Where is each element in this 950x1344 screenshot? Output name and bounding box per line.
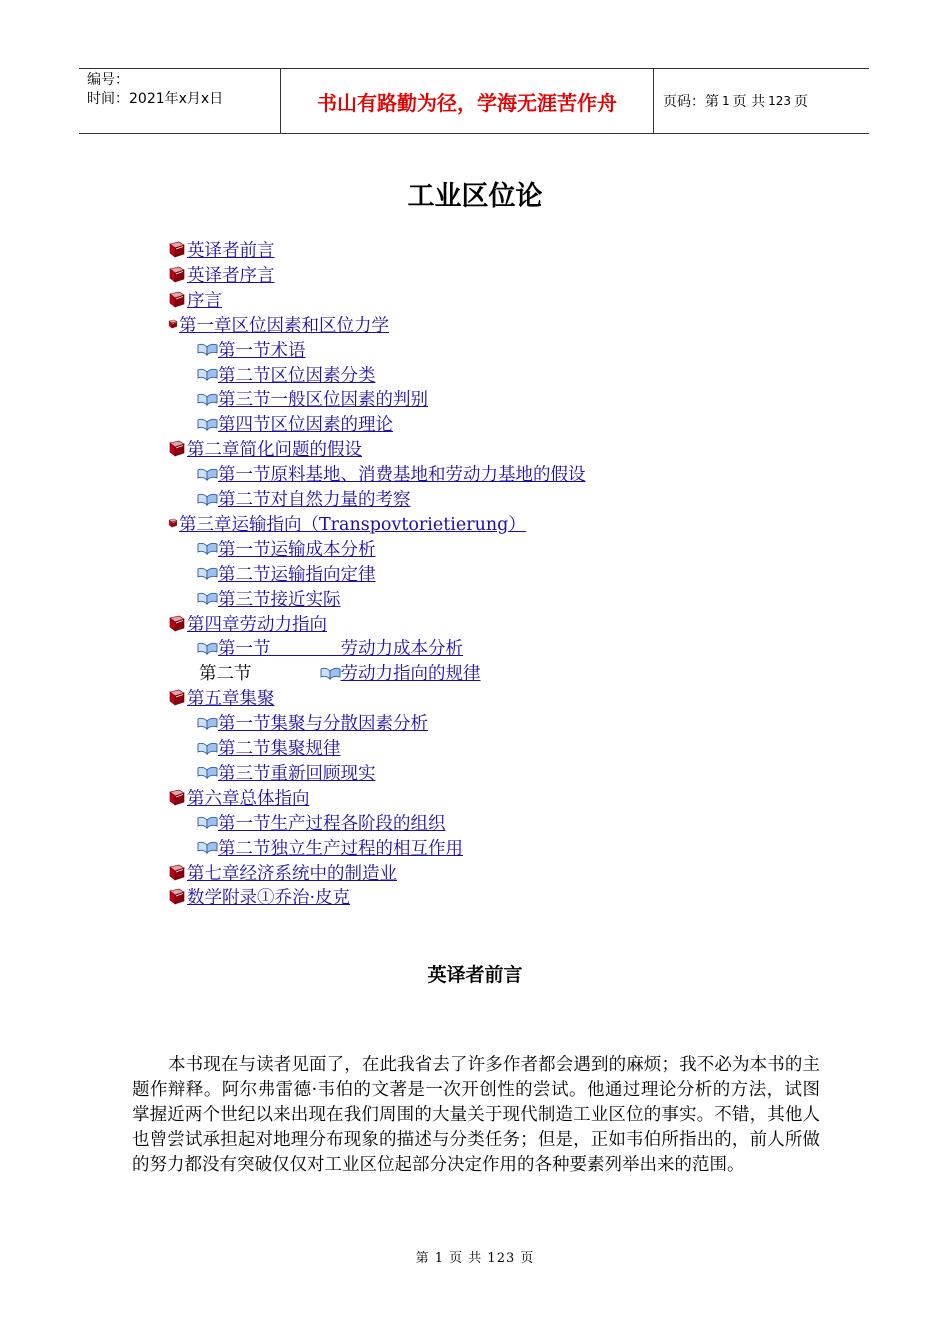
toc-link[interactable]: 第二节区位因素分类: [218, 365, 376, 386]
book-icon: [168, 615, 186, 632]
time-label: 时间：2021年x月x日: [87, 91, 224, 107]
toc-item[interactable]: [197, 635, 463, 660]
toc-item[interactable]: [168, 611, 327, 636]
header-meta: [79, 69, 281, 133]
page-header: [79, 68, 869, 134]
book-icon: [168, 689, 186, 706]
toc-item[interactable]: [168, 785, 310, 810]
toc-link[interactable]: 序言: [187, 290, 222, 311]
toc-item[interactable]: [168, 436, 362, 461]
book-icon: [168, 888, 186, 905]
open-book-icon: [197, 492, 218, 506]
toc-item[interactable]: [197, 411, 393, 436]
open-book-icon: [197, 467, 218, 481]
toc-item[interactable]: [197, 710, 428, 735]
toc-item[interactable]: [168, 685, 275, 710]
toc-link[interactable]: 第一节术语: [218, 340, 306, 361]
section-heading: 英译者前言: [427, 964, 523, 986]
toc-item[interactable]: [168, 884, 350, 909]
document-title: 工业区位论: [407, 181, 543, 212]
open-book-icon: [197, 367, 218, 381]
toc-link[interactable]: 第七章经济系统中的制造业: [187, 863, 397, 884]
page-mid: 页 共: [732, 94, 766, 110]
open-book-icon: [197, 417, 218, 431]
toc-prefix: 第二节: [199, 664, 252, 685]
small-book-icon: [168, 319, 178, 329]
toc-link[interactable]: 第一节运输成本分析: [218, 539, 376, 560]
toc-link[interactable]: 第一节集聚与分散因素分析: [218, 714, 428, 735]
header-page-info: [654, 69, 869, 133]
toc-item[interactable]: [199, 660, 481, 685]
toc-item[interactable]: [197, 586, 341, 611]
page-suffix: 页: [794, 94, 808, 110]
toc-item[interactable]: [168, 287, 222, 312]
toc-link[interactable]: 第六章总体指向: [187, 788, 310, 809]
toc-item[interactable]: [197, 486, 411, 511]
toc-item[interactable]: [197, 735, 341, 760]
toc-item[interactable]: [197, 536, 376, 561]
toc-link[interactable]: 数学附录①乔治·皮克: [187, 888, 351, 909]
toc-link[interactable]: 英译者序言: [187, 265, 275, 286]
small-book-icon: [168, 518, 178, 528]
book-icon: [168, 291, 186, 308]
toc-item[interactable]: [197, 362, 376, 387]
toc-item[interactable]: [168, 237, 275, 262]
open-book-icon: [197, 566, 218, 580]
toc-link[interactable]: 英译者前言: [187, 241, 275, 261]
toc-item[interactable]: [197, 337, 306, 362]
open-book-icon: [197, 741, 218, 755]
toc-link[interactable]: 第五章集聚: [187, 689, 275, 710]
toc-link[interactable]: 第四章劳动力指向: [187, 614, 327, 635]
toc-link[interactable]: 第二节独立生产过程的相互作用: [218, 838, 463, 859]
paragraph-text: 本书现在与读者见面了，在此我省去了许多作者都会遇到的麻烦；我不必为本书的主题作辩释。阿尔弗雷德·韦伯的文著是一次开创性的尝试。他通过理论分析的方法，试图掌握近两个世纪以来出现在我们周围的大量关于现代制造工业区位的事实。不错，其他人也曾尝试承担起对地理分布现象的描述与分类任务；但是，正如韦伯所指出的，前人所做的努力都没有突破仅仅对工业区位起部分决定作用的各种要素列举出来的范围。: [132, 1055, 820, 1175]
number-label: 编号：: [87, 72, 129, 88]
body-paragraph: [132, 1053, 820, 1178]
toc-item[interactable]: [168, 511, 526, 536]
open-book-icon: [197, 840, 218, 854]
open-book-icon: [197, 392, 218, 406]
toc-link[interactable]: 第一节原料基地、消费基地和劳动力基地的假设: [218, 465, 586, 486]
header-motto: 书山有路勤为径，学海无涯苦作舟: [281, 69, 654, 133]
page-prefix: 页码：第: [663, 94, 719, 110]
open-book-icon: [197, 342, 218, 356]
toc-link[interactable]: 劳动力指向的规律: [340, 664, 481, 685]
open-book-icon: [320, 666, 341, 680]
open-book-icon: [197, 765, 218, 779]
book-icon: [168, 864, 186, 881]
toc-item[interactable]: [197, 461, 586, 486]
toc-link[interactable]: 第三章运输指向（Transpovtorietierung）: [179, 514, 526, 535]
toc-item[interactable]: [197, 561, 376, 586]
toc-link[interactable]: 第三节一般区位因素的判别: [218, 390, 428, 411]
open-book-icon: [197, 716, 218, 730]
toc-item[interactable]: [197, 810, 446, 835]
book-icon: [168, 440, 186, 457]
toc-link[interactable]: 第二节对自然力量的考察: [218, 490, 411, 510]
page-current: 1: [722, 94, 730, 108]
toc-item[interactable]: [197, 835, 463, 860]
toc-link[interactable]: 第四节区位因素的理论: [218, 415, 393, 436]
book-icon: [168, 241, 186, 258]
page-total: 123: [768, 94, 791, 108]
open-book-icon: [197, 815, 218, 829]
page-footer: 第 1 页 共 123 页: [415, 1251, 535, 1266]
book-icon: [168, 789, 186, 806]
toc-link[interactable]: 第一章区位因素和区位力学: [179, 315, 389, 336]
toc-link[interactable]: 第二节运输指向定律: [218, 564, 376, 585]
toc-link[interactable]: 第一节 劳动力成本分析: [218, 639, 463, 660]
open-book-icon: [197, 641, 218, 655]
open-book-icon: [197, 541, 218, 555]
book-icon: [168, 266, 186, 283]
toc-link[interactable]: 第三节重新回顾现实: [218, 763, 376, 784]
toc-item[interactable]: [197, 386, 428, 411]
toc-link[interactable]: 第一节生产过程各阶段的组织: [218, 813, 446, 834]
toc-link[interactable]: 第二节集聚规律: [218, 739, 341, 759]
toc-item[interactable]: [168, 262, 275, 287]
toc-link[interactable]: 第二章简化问题的假设: [187, 440, 362, 461]
toc-item[interactable]: [168, 312, 389, 337]
toc-link[interactable]: 第三节接近实际: [218, 589, 341, 610]
open-book-icon: [197, 591, 218, 605]
toc-item[interactable]: [197, 760, 376, 785]
toc-item[interactable]: [168, 860, 397, 885]
